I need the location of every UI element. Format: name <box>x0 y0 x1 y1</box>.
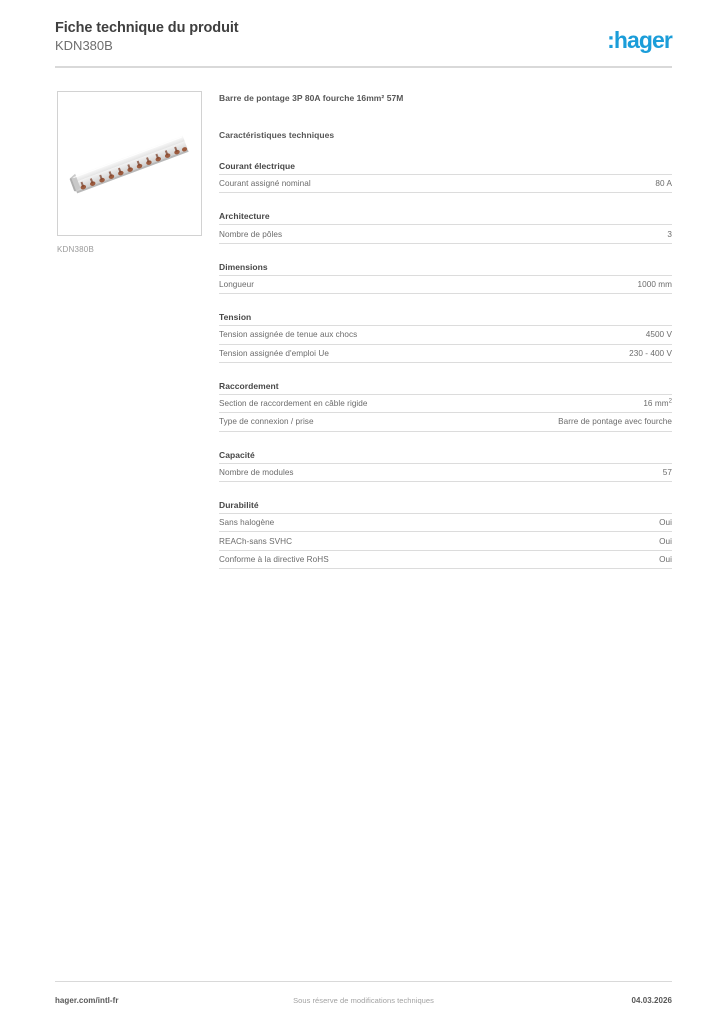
product-figure <box>57 91 202 254</box>
table-row <box>219 225 672 243</box>
spec-label: Nombre de modules <box>219 467 294 477</box>
page-footer <box>55 996 672 1010</box>
spec-label: Type de connexion / prise <box>219 417 314 427</box>
spec-table <box>219 394 672 432</box>
spec-label: Tension assignée de tenue aux chocs <box>219 330 358 340</box>
footer-date: 04.03.2026 <box>631 996 672 1005</box>
product-reference: KDN380B <box>55 38 113 53</box>
spec-table <box>219 463 672 482</box>
page-title: Fiche technique du produit <box>55 20 239 36</box>
spec-table <box>219 325 672 363</box>
spec-label: REACh-sans SVHC <box>219 536 293 546</box>
spec-value: 57 <box>662 467 672 477</box>
spec-value-superscript: 2 <box>668 398 672 405</box>
spec-group-title: Raccordement <box>219 380 279 391</box>
spec-value: 80 A <box>655 179 672 189</box>
spec-group <box>219 381 672 432</box>
spec-label: Longueur <box>219 279 255 289</box>
spec-value: Oui <box>659 518 672 528</box>
spec-value: Barre de pontage avec fourche <box>558 417 672 427</box>
table-row <box>219 413 672 431</box>
spec-label: Courant assigné nominal <box>219 179 311 189</box>
spec-group <box>219 161 672 193</box>
spec-value: 230 - 400 V <box>629 348 672 358</box>
spec-group-title: Tension <box>219 312 252 323</box>
spec-value: 1000 mm <box>637 279 672 289</box>
product-image <box>57 91 202 236</box>
spec-group-title: Architecture <box>219 211 270 222</box>
spec-group-title: Capacité <box>219 449 255 460</box>
table-row <box>219 175 672 193</box>
footer-website[interactable]: hager.com/intl-fr <box>55 996 119 1005</box>
product-name: Barre de pontage 3P 80A fourche 16mm² 57M <box>219 93 404 103</box>
table-row <box>219 514 672 532</box>
spec-value: Oui <box>659 554 672 564</box>
product-image-caption: KDN380B <box>57 245 94 254</box>
spec-group <box>219 450 672 482</box>
spec-group <box>219 262 672 294</box>
spec-group-title: Durabilité <box>219 500 259 510</box>
spec-label: Tension assignée d'emploi Ue <box>219 348 329 358</box>
table-row <box>219 344 672 362</box>
spec-group-title: Courant électrique <box>219 161 295 171</box>
header-divider <box>55 66 672 68</box>
spec-value: 4500 V <box>645 330 672 340</box>
table-row <box>219 394 672 412</box>
specifications-panel <box>219 93 672 569</box>
spec-label: Section de raccordement en câble rigide <box>219 399 368 409</box>
spec-group <box>219 500 672 569</box>
spec-table <box>219 513 672 569</box>
spec-label: Sans halogène <box>219 518 275 528</box>
spec-group <box>219 211 672 243</box>
hager-logo: :hager <box>607 27 672 53</box>
table-row <box>219 532 672 550</box>
spec-table <box>219 275 672 294</box>
spec-group <box>219 312 672 363</box>
table-row <box>219 275 672 293</box>
spec-value: 16 $mm^2$ <box>643 398 672 409</box>
spec-value: Oui <box>659 536 672 546</box>
page-header <box>55 20 672 60</box>
spec-group-title: Dimensions <box>219 261 268 272</box>
spec-groups <box>219 161 672 569</box>
table-row <box>219 463 672 481</box>
spec-label: Conforme à la directive RoHS <box>219 554 329 564</box>
spec-label: Nombre de pôles <box>219 229 283 239</box>
footer-disclaimer: Sous réserve de modifications techniques <box>293 996 434 1005</box>
spec-table <box>219 224 672 243</box>
busbar-illustration <box>58 92 201 235</box>
spec-table <box>219 174 672 193</box>
spec-value: 3 <box>667 229 672 239</box>
technical-characteristics-heading: Caractéristiques techniques <box>219 130 335 140</box>
table-row <box>219 550 672 568</box>
table-row <box>219 326 672 344</box>
footer-divider <box>55 981 672 982</box>
